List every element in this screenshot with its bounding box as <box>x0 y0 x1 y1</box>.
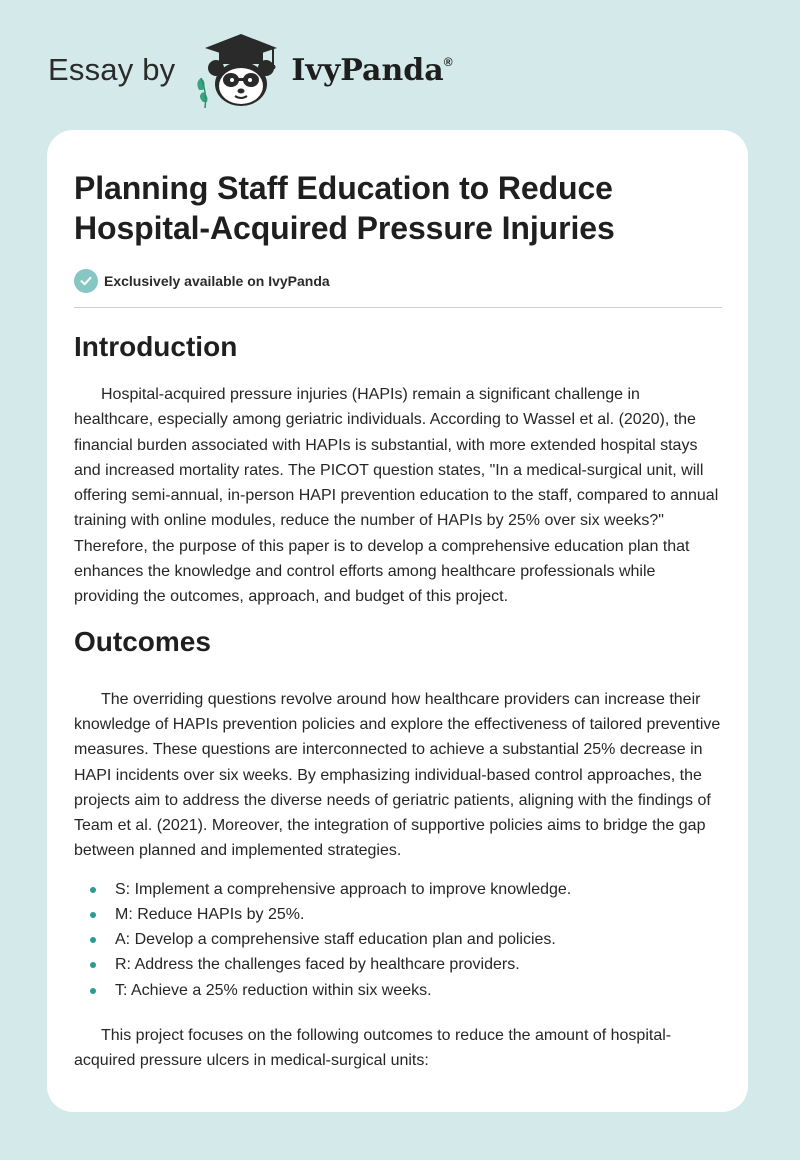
bullet-icon <box>90 937 96 943</box>
list-item: A: Develop a comprehensive staff education plan and policies. <box>90 927 722 952</box>
essay-title: Planning Staff Education to Reduce Hospital-Acquired Pressure Injuries <box>74 170 615 246</box>
panda-graduate-logo-icon[interactable] <box>189 30 285 110</box>
essay-card <box>47 130 748 1112</box>
trademark-symbol: ® <box>443 54 453 69</box>
check-circle-icon <box>74 269 98 293</box>
list-item: R: Address the challenges faced by healthcare providers. <box>90 952 722 977</box>
introduction-paragraph: Hospital-acquired pressure injuries (HAPIs) remain a significant challenge in healthcare, especially among geriatric individuals. According to Wassel et al. (2020), the financial burden associated with HAPIs is substantial, with more extended hospital stays and increased mortality rates. The PICOT question states, "In a medical-surgical unit, will offering semi-annual, in-person HAPI prevention education to the staff, compared to annual training with online modules, reduce the number of HAPIs by 25% over six weeks?" Therefore, the purpose of this paper is to develop a comprehensive education plan that enhances the knowledge and control efforts among healthcare professionals while providing the outcomes, approach, and budget of this project. <box>74 386 719 606</box>
outcomes-paragraph: The overriding questions revolve around how healthcare providers can increase their knowledge of HAPIs prevention policies and explore the effectiveness of tailored preventive measures. These questions are interconnected to achieve a substantial 25% decrease in HAPI incidents over six weeks. By emphasizing individual-based control approaches, the projects aim to address the diverse needs of geriatric patients, aligning with the findings of Team et al. (2021). Moreover, the integration of supportive policies aims to bridge the gap between planned and implemented strategies. <box>74 690 721 860</box>
divider <box>74 307 722 308</box>
list-item: M: Reduce HAPIs by 25%. <box>90 902 722 927</box>
bullet-icon <box>90 912 96 918</box>
bullet-icon <box>90 962 96 968</box>
list-item: S: Implement a comprehensive approach to improve knowledge. <box>90 877 722 902</box>
exclusive-badge-row <box>74 268 722 294</box>
list-item: T: Achieve a 25% reduction within six weeks. <box>90 978 722 1003</box>
exclusive-label: Exclusively available on IvyPanda <box>104 273 330 289</box>
site-header <box>48 30 488 110</box>
outcomes-closing-paragraph: This project focuses on the following outcomes to reduce the amount of hospital-acquired pressure ulcers in medical-surgical units: <box>74 1026 672 1070</box>
bullet-icon <box>90 988 96 994</box>
essay-by-label: Essay by <box>48 52 176 87</box>
section-heading-outcomes: Outcomes <box>74 625 211 657</box>
smart-goals-list <box>74 877 722 1003</box>
brand-name[interactable]: IvyPanda® <box>291 52 453 88</box>
section-heading-introduction: Introduction <box>74 331 238 362</box>
bullet-icon <box>90 887 96 893</box>
